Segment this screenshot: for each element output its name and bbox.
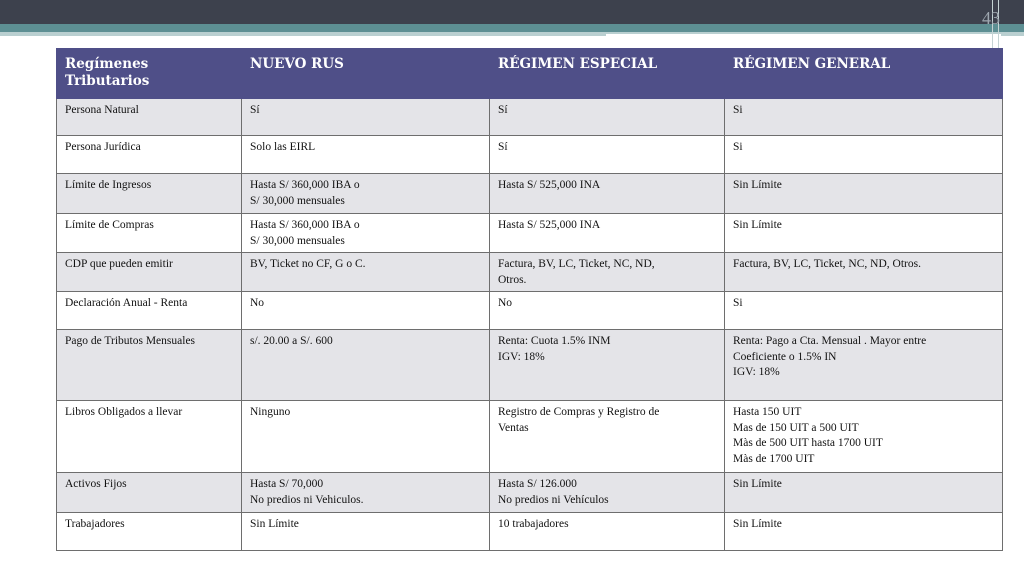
tax-regimes-table bbox=[56, 48, 1003, 551]
table-row bbox=[57, 292, 1003, 330]
table-row bbox=[57, 513, 1003, 551]
header-nuevo-rus: NUEVO RUS bbox=[242, 49, 490, 99]
cell-regimen-especial: No bbox=[490, 292, 725, 330]
cell-regimen-especial: Hasta S/ 525,000 INA bbox=[490, 174, 725, 214]
title-bar-teal bbox=[0, 24, 1024, 32]
cell-regimen-especial: Hasta S/ 126.000 No predios ni Vehículos bbox=[490, 473, 725, 513]
table-row bbox=[57, 473, 1003, 513]
cell-nuevo-rus: Hasta S/ 360,000 IBA o S/ 30,000 mensuales bbox=[242, 214, 490, 253]
slide-number: 43 bbox=[982, 8, 1000, 28]
cell-regimen-general: Si bbox=[725, 136, 1003, 174]
cell-regimen-especial: Registro de Compras y Registro de Ventas bbox=[490, 401, 725, 473]
cell-nuevo-rus: Sí bbox=[242, 99, 490, 136]
row-label: Trabajadores bbox=[57, 513, 242, 551]
table-row bbox=[57, 214, 1003, 253]
table-row bbox=[57, 330, 1003, 401]
row-label: Persona Jurídica bbox=[57, 136, 242, 174]
cell-regimen-general: Si bbox=[725, 292, 1003, 330]
cell-nuevo-rus: Solo las EIRL bbox=[242, 136, 490, 174]
table-row bbox=[57, 99, 1003, 136]
table-row bbox=[57, 136, 1003, 174]
cell-nuevo-rus: s/. 20.00 a S/. 600 bbox=[242, 330, 490, 401]
row-label: Persona Natural bbox=[57, 99, 242, 136]
row-label: CDP que pueden emitir bbox=[57, 253, 242, 292]
row-label: Límite de Ingresos bbox=[57, 174, 242, 214]
table-row bbox=[57, 253, 1003, 292]
cell-regimen-general: Si bbox=[725, 99, 1003, 136]
cell-regimen-especial: Hasta S/ 525,000 INA bbox=[490, 214, 725, 253]
title-bar-highlight bbox=[606, 34, 1001, 42]
cell-nuevo-rus: Hasta S/ 360,000 IBA o S/ 30,000 mensuales bbox=[242, 174, 490, 214]
title-bar-dark bbox=[0, 0, 1024, 24]
row-label: Límite de Compras bbox=[57, 214, 242, 253]
table-row bbox=[57, 174, 1003, 214]
cell-nuevo-rus: Hasta S/ 70,000 No predios ni Vehiculos. bbox=[242, 473, 490, 513]
cell-regimen-general: Sin Límite bbox=[725, 174, 1003, 214]
header-regimen-especial: RÉGIMEN ESPECIAL bbox=[490, 49, 725, 99]
cell-nuevo-rus: No bbox=[242, 292, 490, 330]
table-row bbox=[57, 401, 1003, 473]
cell-nuevo-rus: Ninguno bbox=[242, 401, 490, 473]
header-regimenes: Regímenes Tributarios bbox=[57, 49, 242, 99]
row-label: Activos Fijos bbox=[57, 473, 242, 513]
cell-regimen-especial: Sí bbox=[490, 136, 725, 174]
cell-regimen-general: Sin Límite bbox=[725, 473, 1003, 513]
cell-regimen-especial: Factura, BV, LC, Ticket, NC, ND, Otros. bbox=[490, 253, 725, 292]
cell-regimen-general: Renta: Pago a Cta. Mensual . Mayor entre Coeficiente o 1.5% IN IGV: 18% bbox=[725, 330, 1003, 401]
cell-regimen-general: Factura, BV, LC, Ticket, NC, ND, Otros. bbox=[725, 253, 1003, 292]
cell-regimen-general: Hasta 150 UIT Mas de 150 UIT a 500 UIT Màs de 500 UIT hasta 1700 UIT Màs de 1700 UIT bbox=[725, 401, 1003, 473]
cell-regimen-general: Sin Límite bbox=[725, 214, 1003, 253]
cell-regimen-especial: 10 trabajadores bbox=[490, 513, 725, 551]
cell-regimen-especial: Sí bbox=[490, 99, 725, 136]
row-label: Libros Obligados a llevar bbox=[57, 401, 242, 473]
cell-nuevo-rus: Sin Límite bbox=[242, 513, 490, 551]
table-header-row bbox=[57, 49, 1003, 99]
cell-nuevo-rus: BV, Ticket no CF, G o C. bbox=[242, 253, 490, 292]
row-label: Pago de Tributos Mensuales bbox=[57, 330, 242, 401]
cell-regimen-especial: Renta: Cuota 1.5% INM IGV: 18% bbox=[490, 330, 725, 401]
header-regimen-general: RÉGIMEN GENERAL bbox=[725, 49, 1003, 99]
cell-regimen-general: Sin Límite bbox=[725, 513, 1003, 551]
row-label: Declaración Anual - Renta bbox=[57, 292, 242, 330]
